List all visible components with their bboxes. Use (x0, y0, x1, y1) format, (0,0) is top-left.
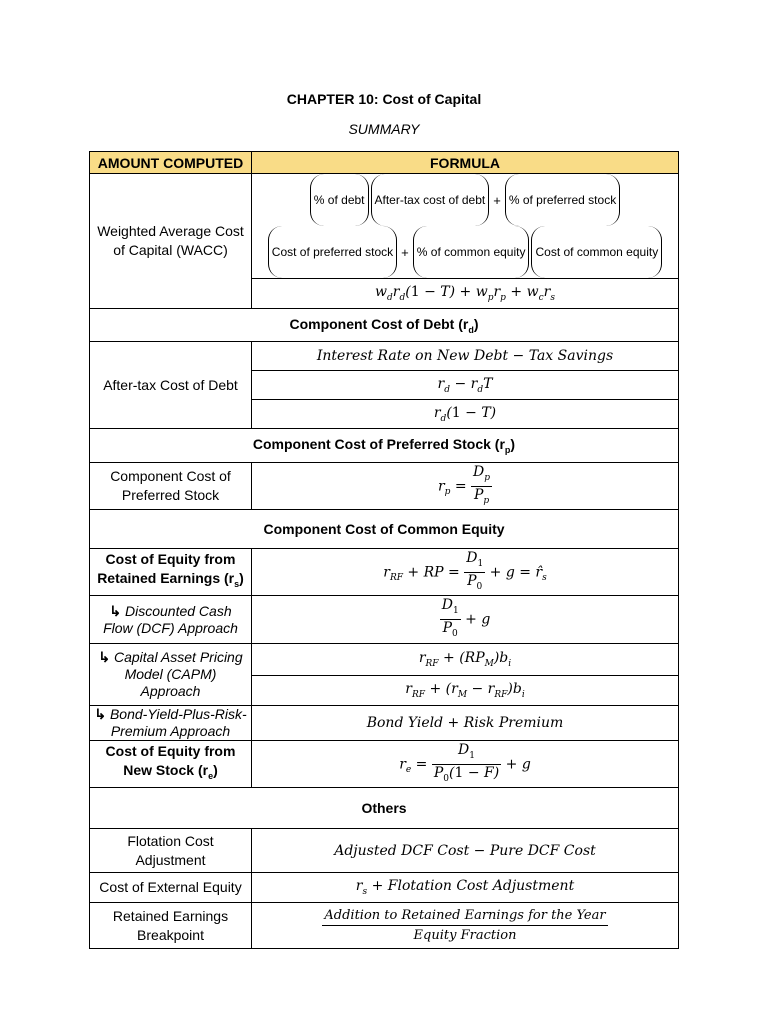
wacc-symbolic-formula: $w_dr_d(1 - T) + w_pr_p + w_cr_s$ (252, 279, 679, 309)
bond-yield-formula: Bond Yield + Risk Premium (252, 706, 679, 741)
after-tax-debt-label: After-tax Cost of Debt (90, 342, 252, 429)
page-subtitle: SUMMARY (348, 121, 420, 137)
table-row (90, 873, 679, 903)
table-row (90, 829, 679, 873)
table-row (90, 903, 679, 949)
after-tax-debt-formula-3: $r_d(1 - T)$ (252, 400, 679, 429)
section-row (90, 510, 679, 549)
table-row (90, 174, 679, 279)
dcf-formula: $\frac{D_1}{P_0}$ + g (252, 596, 679, 644)
section-row (90, 429, 679, 463)
flotation-formula: Adjusted DCF Cost − Pure DCF Cost (252, 829, 679, 873)
after-tax-debt-formula-2: $r_d - r_dT$ (252, 371, 679, 400)
plus-sign: + (401, 244, 409, 260)
capm-formula-2: $r_{RF} + (r_M - r_{RF})b_i$ (252, 676, 679, 706)
breakpoint-denominator: Equity Fraction (413, 928, 517, 943)
after-tax-debt-formula-1: Interest Rate on New Debt − Tax Savings (252, 342, 679, 371)
header-amount-computed: AMOUNT COMPUTED (90, 152, 252, 174)
wacc-term: % of debt (310, 174, 369, 226)
wacc-term: After-tax cost of debt (371, 174, 490, 226)
retained-earnings-formula: $r_{RF}$ + RP = $\frac{D_1}{P_0}$ + $g = r̂_s$ (252, 549, 679, 596)
table-row (90, 741, 679, 788)
new-stock-formula: $r_e$ = $\frac{D_1}{P_0(1 - F)}$ + g (252, 741, 679, 788)
wacc-term: Cost of preferred stock (268, 226, 397, 278)
breakpoint-label: Retained Earnings Breakpoint (90, 903, 252, 949)
header-row (90, 152, 679, 174)
page-title: CHAPTER 10: Cost of Capital (286, 91, 482, 107)
header-formula: FORMULA (252, 152, 679, 174)
table-row (90, 342, 679, 371)
table-row (90, 706, 679, 741)
wacc-word-formula (252, 174, 679, 279)
section-row (90, 309, 679, 342)
preferred-label: Component Cost of Preferred Stock (90, 463, 252, 510)
breakpoint-numerator: Addition to Retained Earnings for the Year (322, 906, 607, 926)
table-row (90, 549, 679, 596)
table-row (90, 596, 679, 644)
breakpoint-formula (252, 903, 679, 949)
capm-formula-1: $r_{RF} + (RP_M)b_i$ (252, 644, 679, 676)
wacc-term: % of common equity (413, 226, 530, 278)
plus-sign: + (493, 192, 501, 208)
retained-earnings-label: Cost of Equity from Retained Earnings $(r_s)$ (90, 549, 252, 596)
table-row (90, 463, 679, 510)
wacc-term: Cost of common equity (531, 226, 662, 278)
section-debt: Component Cost of Debt $(r_d)$ (90, 309, 679, 342)
external-equity-label: Cost of External Equity (90, 873, 252, 903)
capm-approach-label: ↳ Capital Asset Pricing Model (CAPM) Approach (90, 644, 252, 706)
cost-of-capital-table (89, 151, 679, 949)
flotation-label: Flotation Cost Adjustment (90, 829, 252, 873)
table-row (90, 644, 679, 676)
new-stock-label: Cost of Equity from New Stock $(r_e)$ (90, 741, 252, 788)
wacc-label: Weighted Average Cost of Capital (WACC) (90, 174, 252, 309)
wacc-term: % of preferred stock (505, 174, 620, 226)
external-equity-formula: $r_s$ + Flotation Cost Adjustment (252, 873, 679, 903)
bond-yield-approach-label: ↳ Bond-Yield-Plus-Risk-Premium Approach (90, 706, 252, 741)
section-others: Others (90, 788, 679, 829)
section-row (90, 788, 679, 829)
preferred-formula: $r_p$ = $\frac{D_p}{P_p}$ (252, 463, 679, 510)
dcf-approach-label: ↳ Discounted Cash Flow (DCF) Approach (90, 596, 252, 644)
section-preferred: Component Cost of Preferred Stock $(r_p)$ (90, 429, 679, 463)
section-common-equity: Component Cost of Common Equity (90, 510, 679, 549)
